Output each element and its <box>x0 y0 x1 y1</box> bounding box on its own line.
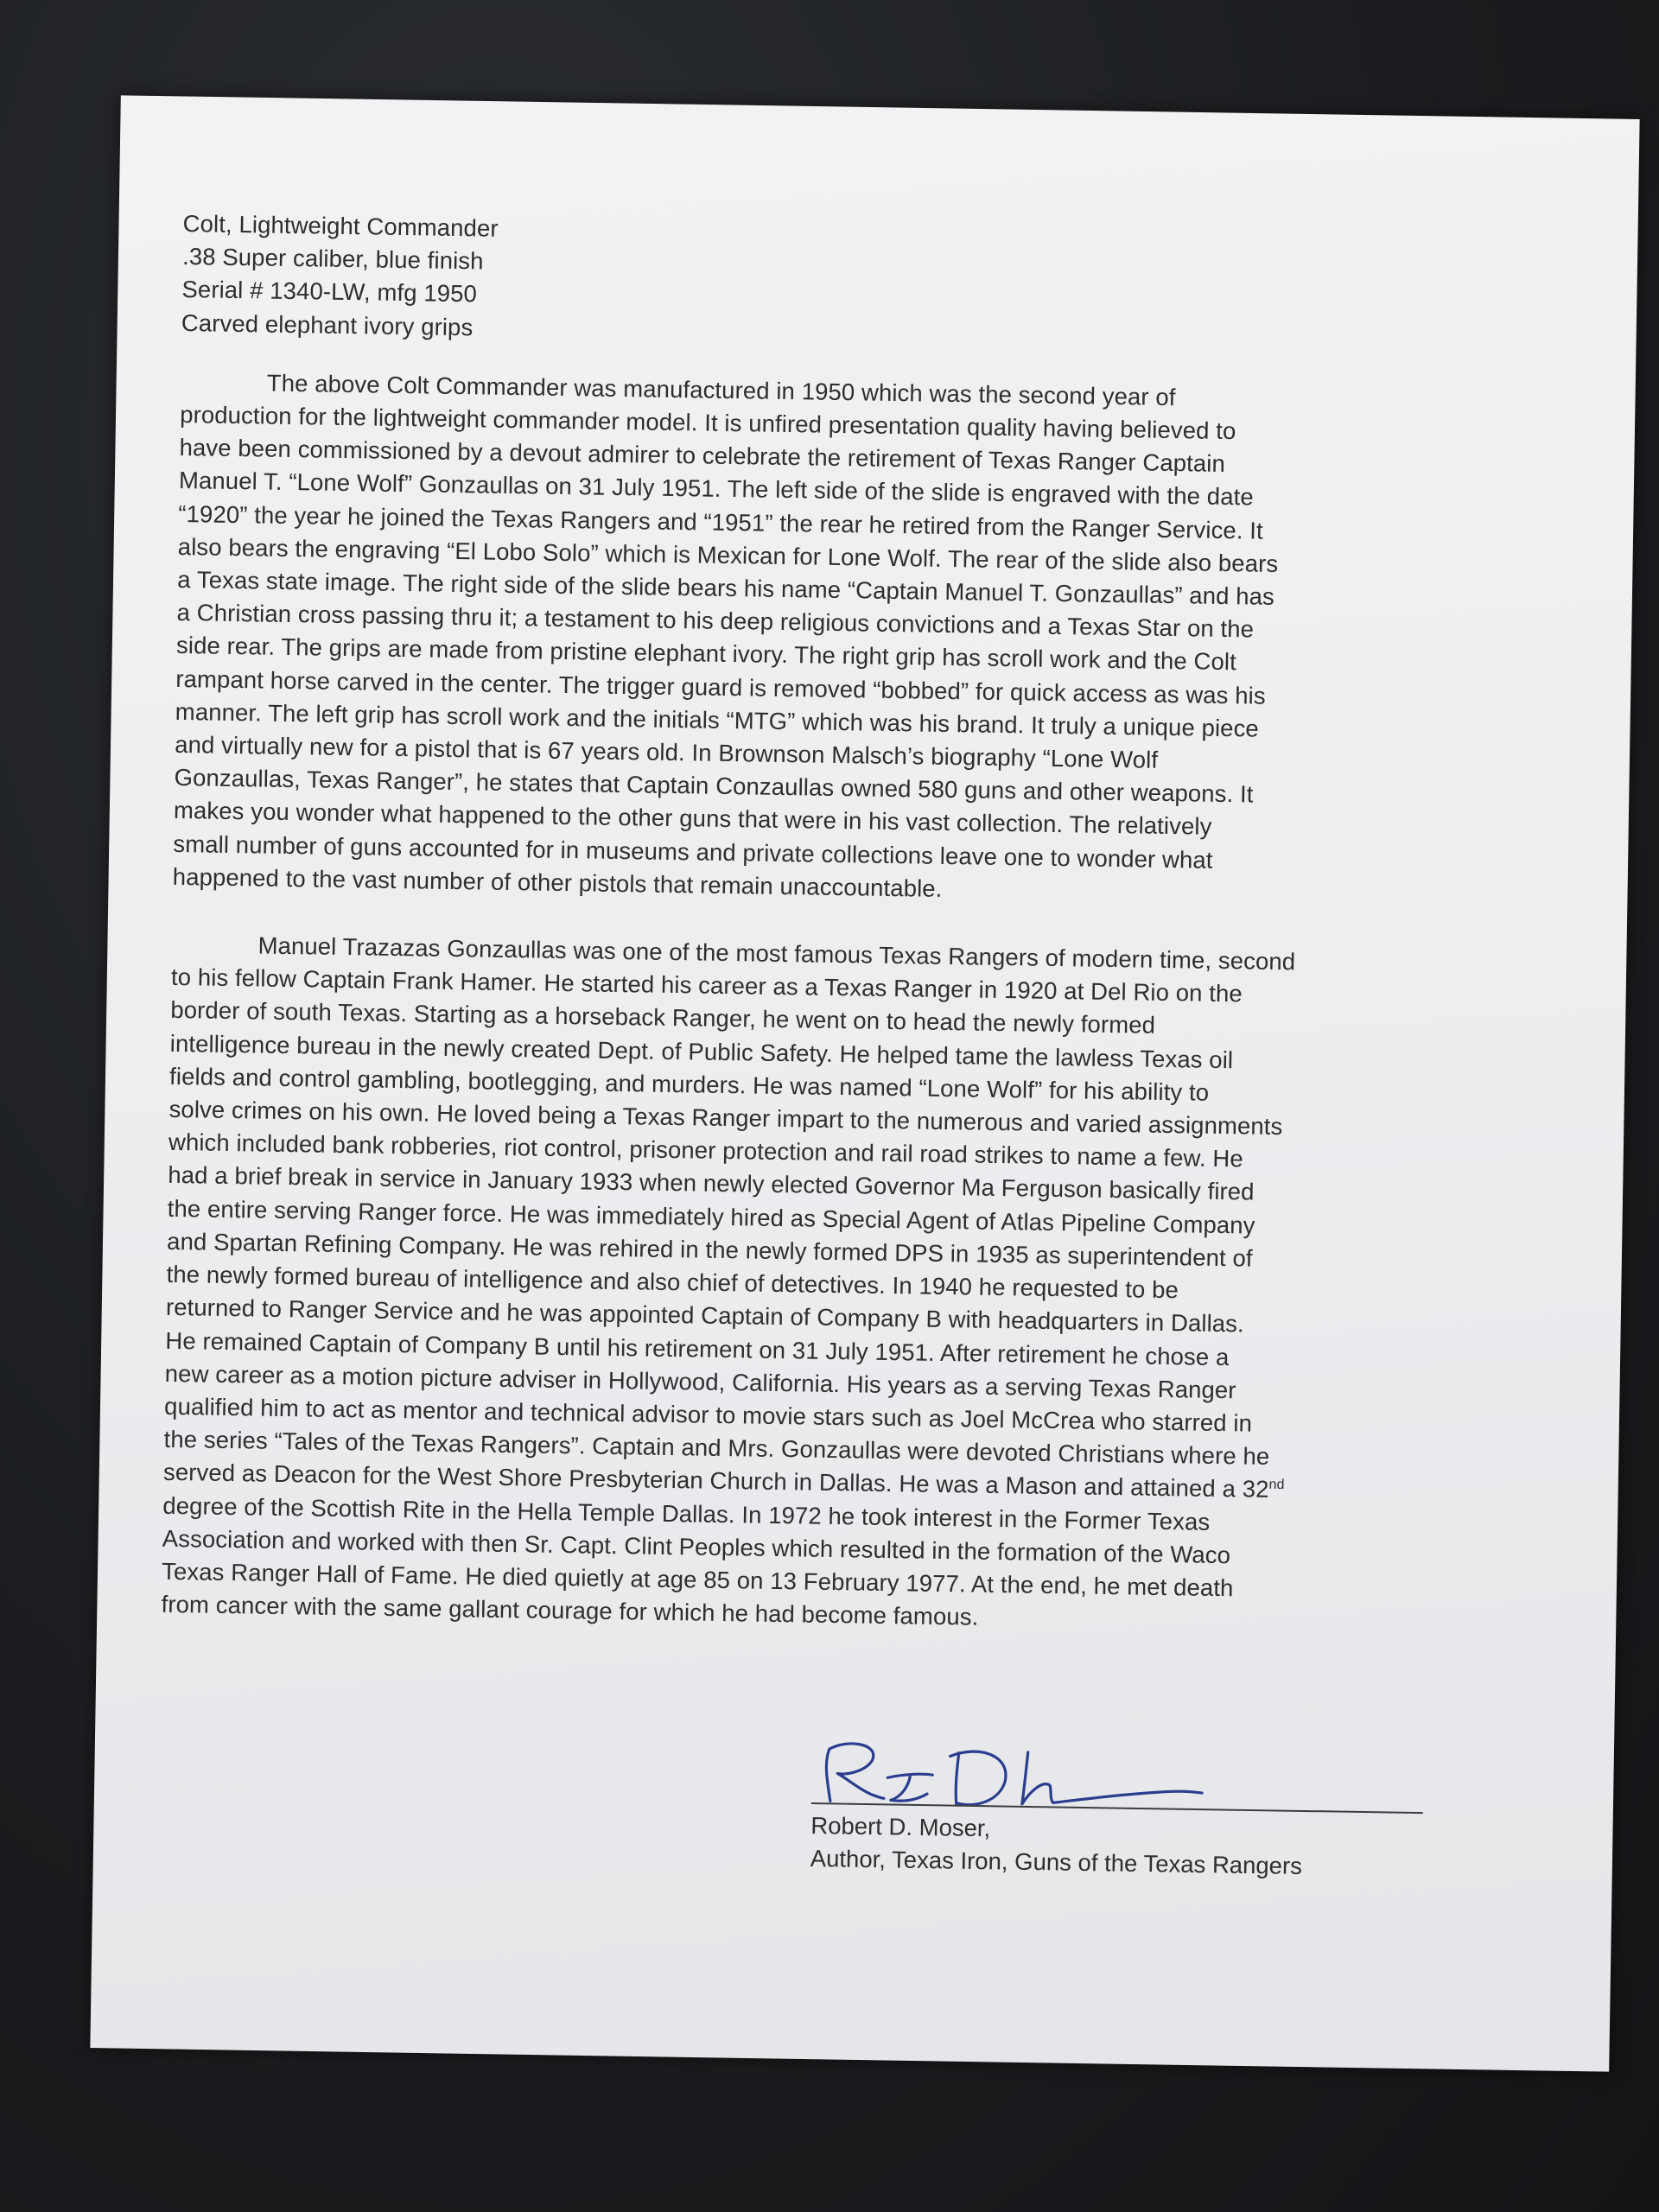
text-line: side rear. The grips are made from pristine elephant ivory. The right grip has scroll work and the Colt <box>175 632 1237 676</box>
text-line: He remained Captain of Company B until his retirement on 31 July 1951. After retirement he chose a <box>165 1326 1230 1370</box>
heading-line-caliber: .38 Super caliber, blue finish <box>181 243 484 275</box>
text-line: Gonzaullas, Texas Ranger”, he states that Captain Conzaullas owned 580 guns and other weapons. It <box>174 764 1254 808</box>
text-line: Texas Ranger Hall of Fame. He died quietly at age 85 on 13 February 1977. At the end, he met death <box>161 1557 1234 1602</box>
document-body <box>161 207 1445 1641</box>
text-line: qualified him to act as mentor and technical advisor to movie stars such as Joel McCrea who starred in <box>163 1392 1253 1437</box>
heading-line-model: Colt, Lightweight Commander <box>182 209 499 242</box>
text-line: happened to the vast number of other pistols that remain unaccountable. <box>172 862 943 902</box>
text-line: Manuel Trazazas Gonzaullas was one of the most famous Texas Rangers of modern time, second <box>257 931 1296 976</box>
text-line: “1920” the year he joined the Texas Rangers and “1951” the rear he retired from the Ranger Service. It <box>178 499 1264 544</box>
text-line: a Texas state image. The right side of the slide bears his name “Captain Manuel T. Gonzaullas” and has <box>176 565 1275 610</box>
ordinal-superscript: nd <box>1268 1478 1285 1493</box>
text-line: production for the lightweight commander model. It is unfired presentation quality having believed to <box>179 400 1236 445</box>
text-line-part: served as Deacon for the West Shore Presbyterian Church in Dallas. He was a Mason and attained a 32 <box>162 1459 1269 1503</box>
signatory-title: Author, Texas Iron, Guns of the Texas Rangers <box>810 1845 1303 1880</box>
paragraph-pistol-description <box>173 365 1442 913</box>
text-line: new career as a motion picture adviser in Hollywood, California. His years as a serving Texas Ranger <box>164 1359 1236 1404</box>
text-line: solve crimes on his own. He loved being a Texas Ranger impart to the numerous and varied assignments <box>168 1095 1283 1141</box>
text-line: also bears the engraving “El Lobo Solo” which is Mexican for Lone Wolf. The rear of the slide also bears <box>177 532 1279 577</box>
text-line: a Christian cross passing thru it; a testament to his deep religious convictions and a Texas Star on the <box>176 599 1255 643</box>
text-line: had a brief break in service in January 1933 when newly elected Governor Ma Ferguson basically fired <box>168 1161 1255 1206</box>
signatory-name: Robert D. Moser, <box>810 1811 991 1842</box>
text-line: and Spartan Refining Company. He was rehired in the newly formed DPS in 1935 as superintendent of <box>166 1227 1253 1272</box>
text-line: and virtually new for a pistol that is 67 years old. In Brownson Malsch’s biography “Lone Wolf <box>174 730 1159 773</box>
text-line: have been commissioned by a devout admirer to celebrate the retirement of Texas Ranger Captain <box>179 434 1226 478</box>
text-line: manner. The left grip has scroll work and the initials “MTG” which was his brand. It truly a unique piece <box>175 697 1260 742</box>
text-line: The above Colt Commander was manufactured in 1950 which was the second year of <box>266 369 1176 410</box>
text-line: returned to Ranger Service and he was appointed Captain of Company B with headquarters in Dallas. <box>165 1294 1245 1338</box>
text-line: border of south Texas. Starting as a horseback Ranger, he went on to head the newly formed <box>170 996 1156 1039</box>
text-line: to his fellow Captain Frank Hamer. He started his career as a Texas Ranger in 1920 at Del Rio on the <box>170 963 1243 1007</box>
text-line: which included bank robberies, riot control, prisoner protection and rail road strikes to name a few. He <box>168 1128 1244 1173</box>
heading-line-grips: Carved elephant ivory grips <box>181 308 474 340</box>
signatory <box>810 1809 1302 1883</box>
text-line: the series “Tales of the Texas Rangers”. Captain and Mrs. Gonzaullas were devoted Christians where he <box>163 1425 1270 1471</box>
text-line: fields and control gambling, bootlegging, and murders. He was named “Lone Wolf” for his ability to <box>168 1062 1210 1106</box>
text-line: Association and worked with then Sr. Capt. Clint Peoples which resulted in the formation of the Waco <box>162 1524 1231 1568</box>
text-line: makes you wonder what happened to the other guns that were in his vast collection. The relatively <box>173 797 1212 841</box>
text-line: degree of the Scottish Rite in the Hella Temple Dallas. In 1972 he took interest in the Former Texas <box>162 1491 1211 1535</box>
text-line: the newly formed bureau of intelligence and also chief of detectives. In 1940 he requested to be <box>166 1260 1179 1304</box>
text-line: small number of guns accounted for in museums and private collections leave one to wonder what <box>173 830 1213 874</box>
text-line: the entire serving Ranger force. He was immediately hired as Special Agent of Atlas Pipeline Company <box>167 1194 1255 1239</box>
paragraph-biography <box>161 928 1433 1641</box>
item-description <box>181 207 1445 359</box>
text-line: Manuel T. “Lone Wolf” Gonzaullas on 31 July 1951. The left side of the slide is engraved with the date <box>178 467 1254 511</box>
text-line: from cancer with the same gallant courage for which he had become famous. <box>161 1590 979 1630</box>
text-line: rampant horse carved in the center. The trigger guard is removed “bobbed” for quick access as was his <box>175 664 1267 709</box>
text-line: intelligence bureau in the newly created Dept. of Public Safety. He helped tame the lawless Texas oil <box>169 1029 1234 1073</box>
heading-line-serial: Serial # 1340-LW, mfg 1950 <box>181 276 478 308</box>
